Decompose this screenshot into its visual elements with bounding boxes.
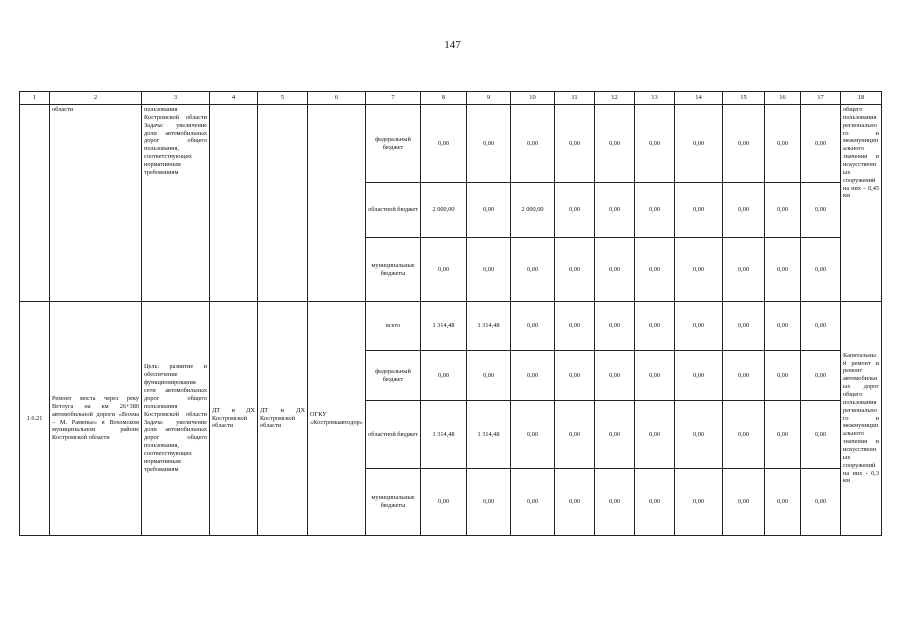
cell-empty bbox=[210, 105, 258, 302]
cell-value: 0,00 bbox=[765, 105, 801, 183]
cell-value: 0,00 bbox=[765, 302, 801, 351]
cell-value: 0,00 bbox=[723, 183, 765, 238]
cell-value: 0,00 bbox=[675, 238, 723, 302]
cell-value: 0,00 bbox=[801, 302, 841, 351]
cell-value: 0,00 bbox=[595, 469, 635, 536]
cell-value: 1 314,48 bbox=[467, 302, 511, 351]
cell-source: муниципальные бюджеты bbox=[366, 469, 421, 536]
cell-value: 0,00 bbox=[765, 351, 801, 401]
cell-participant: ОГКУ «Костромаавтодор» bbox=[308, 302, 366, 536]
col-header: 9 bbox=[467, 92, 511, 105]
cell-value: 0,00 bbox=[467, 238, 511, 302]
cell-value: 0,00 bbox=[635, 401, 675, 469]
cell-empty bbox=[258, 105, 308, 302]
cell-value: 0,00 bbox=[801, 183, 841, 238]
cell-value: 0,00 bbox=[467, 351, 511, 401]
cell-source: областной бюджет bbox=[366, 401, 421, 469]
col-header: 2 bbox=[50, 92, 142, 105]
cell-value: 0,00 bbox=[595, 183, 635, 238]
col-header: 12 bbox=[595, 92, 635, 105]
cell-value: 0,00 bbox=[467, 183, 511, 238]
cell-value: 0,00 bbox=[765, 401, 801, 469]
cell-value: 1 314,48 bbox=[421, 302, 467, 351]
cell-value: 0,00 bbox=[555, 302, 595, 351]
cell-value: 0,00 bbox=[675, 351, 723, 401]
cell-value: 0,00 bbox=[421, 351, 467, 401]
table-row bbox=[20, 302, 882, 351]
cell-source: всего bbox=[366, 302, 421, 351]
cell-value: 0,00 bbox=[555, 183, 595, 238]
col-header: 13 bbox=[635, 92, 675, 105]
cell-value: 0,00 bbox=[555, 469, 595, 536]
page-number: 147 bbox=[444, 39, 461, 51]
cell-value: 0,00 bbox=[635, 105, 675, 183]
cell-goal: пользования Костромской области Задача: увеличение доли автомобильных дорог общего пользования, соответствующих нормативным требованиям bbox=[142, 105, 210, 302]
cell-value: 0,00 bbox=[765, 238, 801, 302]
col-header: 18 bbox=[841, 92, 882, 105]
cell-value: 0,00 bbox=[635, 238, 675, 302]
cell-value: 0,00 bbox=[555, 238, 595, 302]
cell-value: 0,00 bbox=[555, 105, 595, 183]
cell-value: 0,00 bbox=[511, 105, 555, 183]
cell-source: муниципальные бюджеты bbox=[366, 238, 421, 302]
cell-value: 1 314,48 bbox=[467, 401, 511, 469]
cell-value: 0,00 bbox=[467, 105, 511, 183]
col-header: 10 bbox=[511, 92, 555, 105]
col-header: 8 bbox=[421, 92, 467, 105]
cell-value: 0,00 bbox=[765, 183, 801, 238]
cell-value: 0,00 bbox=[723, 469, 765, 536]
cell-value: 0,00 bbox=[467, 469, 511, 536]
cell-value: 0,00 bbox=[511, 302, 555, 351]
cell-source: областной бюджет bbox=[366, 183, 421, 238]
cell-item-number: 1.6.21 bbox=[20, 302, 50, 536]
col-header: 7 bbox=[366, 92, 421, 105]
cell-value: 0,00 bbox=[421, 238, 467, 302]
col-header: 3 bbox=[142, 92, 210, 105]
cell-value: 2 000,00 bbox=[421, 183, 467, 238]
cell-value: 0,00 bbox=[723, 401, 765, 469]
cell-empty bbox=[308, 105, 366, 302]
col-header: 5 bbox=[258, 92, 308, 105]
cell-value: 0,00 bbox=[675, 302, 723, 351]
cell-value: 0,00 bbox=[765, 469, 801, 536]
cell-result: Капитальный ремонт и ремонт автомобильных дорог общего пользования регионального и межмуниципального значения и искусственных сооружений на них - 0,3 км bbox=[841, 302, 882, 536]
cell-value: 0,00 bbox=[555, 351, 595, 401]
cell-value: 0,00 bbox=[595, 238, 635, 302]
cell-value: 0,00 bbox=[595, 302, 635, 351]
cell-value: 0,00 bbox=[723, 302, 765, 351]
cell-value: 0,00 bbox=[723, 105, 765, 183]
cell-object: Ремонт моста через реку Ветлуга на км 26+380 автомобильной дороги «Вохма – М. Раменье» в Вохомском муниципальном районе Костромской области bbox=[50, 302, 142, 536]
col-header: 16 bbox=[765, 92, 801, 105]
cell-value: 0,00 bbox=[801, 238, 841, 302]
col-header: 17 bbox=[801, 92, 841, 105]
cell-value: 0,00 bbox=[635, 351, 675, 401]
table-row bbox=[20, 105, 882, 183]
cell-value: 0,00 bbox=[675, 401, 723, 469]
cell-value: 0,00 bbox=[675, 469, 723, 536]
cell-value: 0,00 bbox=[635, 183, 675, 238]
cell-source: федеральный бюджет bbox=[366, 351, 421, 401]
column-number-row bbox=[20, 92, 882, 105]
cell-value: 0,00 bbox=[555, 401, 595, 469]
cell-executor: ДТ и ДХ Костромской области bbox=[258, 302, 308, 536]
cell-result: общего пользования регионального и межмуниципального значения и искусственных сооружений на них – 0,45 км bbox=[841, 105, 882, 302]
cell-value: 0,00 bbox=[595, 105, 635, 183]
col-header: 11 bbox=[555, 92, 595, 105]
cell-coordinator: ДТ и ДХ Костромской области bbox=[210, 302, 258, 536]
cell-value: 0,00 bbox=[595, 351, 635, 401]
cell-value: 0,00 bbox=[511, 351, 555, 401]
cell-value: 0,00 bbox=[421, 469, 467, 536]
cell-value: 0,00 bbox=[675, 183, 723, 238]
cell-value: 0,00 bbox=[723, 351, 765, 401]
cell-value: 0,00 bbox=[635, 469, 675, 536]
col-header: 15 bbox=[723, 92, 765, 105]
col-header: 14 bbox=[675, 92, 723, 105]
cell-value: 0,00 bbox=[511, 401, 555, 469]
cell-value: 0,00 bbox=[723, 238, 765, 302]
cell-value: 0,00 bbox=[801, 469, 841, 536]
cell-value: 0,00 bbox=[511, 469, 555, 536]
cell-value: 0,00 bbox=[635, 302, 675, 351]
cell-value: 0,00 bbox=[421, 105, 467, 183]
cell-goal: Цель: развитие и обеспечение функционирования сети автомобильных дорог общего пользования Костромской области Задача: увеличение доли автомобильных дорог общего пользования, соответствующих нормативным требованиям bbox=[142, 302, 210, 536]
cell-source: федеральный бюджет bbox=[366, 105, 421, 183]
col-header: 1 bbox=[20, 92, 50, 105]
cell-empty bbox=[20, 105, 50, 302]
cell-value: 0,00 bbox=[675, 105, 723, 183]
budget-table bbox=[19, 91, 882, 536]
cell-value: 0,00 bbox=[801, 105, 841, 183]
col-header: 4 bbox=[210, 92, 258, 105]
cell-value: 0,00 bbox=[801, 351, 841, 401]
cell-value: 0,00 bbox=[801, 401, 841, 469]
cell-value: 2 000,00 bbox=[511, 183, 555, 238]
col-header: 6 bbox=[308, 92, 366, 105]
cell-value: 0,00 bbox=[511, 238, 555, 302]
cell-value: 1 314,48 bbox=[421, 401, 467, 469]
cell-object: области bbox=[50, 105, 142, 302]
cell-value: 0,00 bbox=[595, 401, 635, 469]
